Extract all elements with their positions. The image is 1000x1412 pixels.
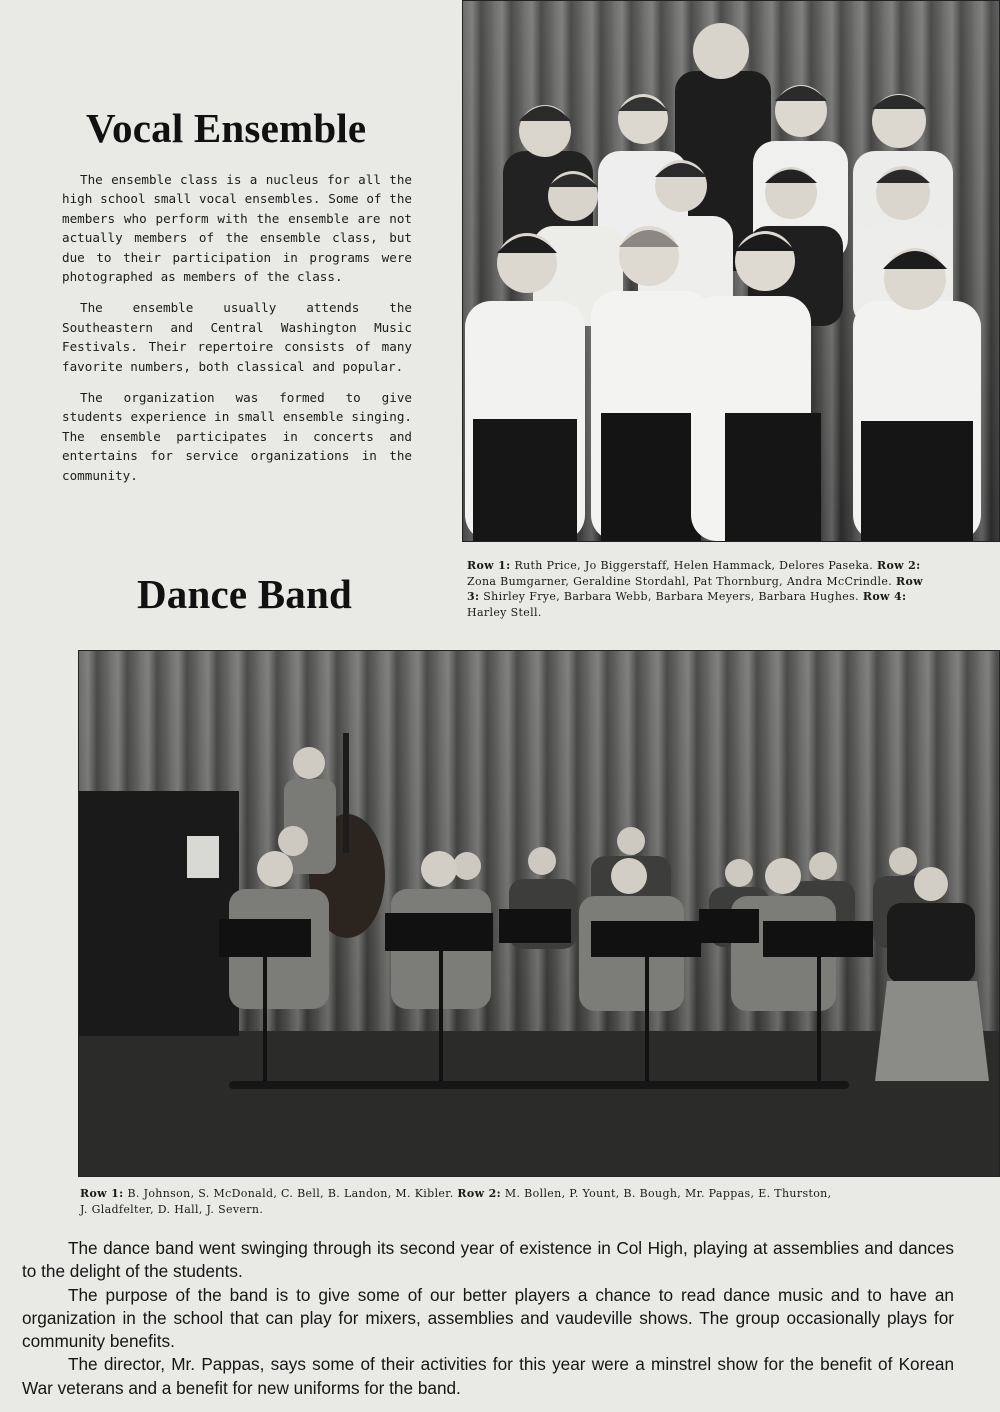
caption-row2-label: Row 2:	[877, 559, 921, 572]
dance-band-description	[22, 1237, 954, 1400]
ensemble-figures	[463, 1, 999, 541]
vocal-paragraph-3: The organization was formed to give students experience in small ensemble singing. The ensemble participates in concerts and entertains for service organizations in the community.	[62, 390, 412, 483]
vocal-paragraph-1: The ensemble class is a nucleus for all the high school small vocal ensembles. Some of the members who perform with the ensemble are not actually members of the ensemble class, but due to their participation in programs were photographed as members of the class.	[62, 172, 412, 285]
vocal-ensemble-description	[62, 170, 412, 497]
band-caption-row1-names: B. Johnson, S. McDonald, C. Bell, B. Landon, M. Kibler.	[127, 1187, 454, 1200]
band-paragraph-1: The dance band went swinging through its second year of existence in Col High, playing at assemblies and dances to the delight of the students.	[22, 1238, 954, 1282]
band-caption-row2-names: M. Bollen, P. Yount, B. Bough, Mr. Pappas, E. Thurston, J. Gladfelter, D. Hall, J. Severn.	[80, 1187, 832, 1216]
dance-band-caption	[80, 1186, 840, 1217]
band-caption-row2-label: Row 2:	[457, 1187, 501, 1200]
caption-row4-label: Row 4:	[862, 590, 907, 603]
caption-row4-names: Harley Stell.	[467, 605, 542, 619]
vocal-ensemble-caption	[467, 558, 937, 620]
caption-row1-names: Ruth Price, Jo Biggerstaff, Helen Hammack, Delores Paseka.	[514, 559, 874, 572]
vocal-ensemble-photo	[462, 0, 1000, 542]
caption-row3-names: Shirley Frye, Barbara Webb, Barbara Meyers, Barbara Hughes.	[483, 590, 859, 603]
band-caption-row1-label: Row 1:	[80, 1187, 124, 1200]
caption-row1-label: Row 1:	[467, 559, 511, 572]
band-figures	[79, 651, 999, 1176]
dance-band-photo	[78, 650, 1000, 1177]
band-paragraph-3: The director, Mr. Pappas, says some of their activities for this year were a minstrel show for the benefit of Korean War veterans and a benefit for new uniforms for the band.	[22, 1354, 954, 1398]
caption-row2-names: Zona Bumgarner, Geraldine Stordahl, Pat Thornburg, Andra McCrindle.	[467, 574, 893, 588]
vocal-paragraph-2: The ensemble usually attends the Southeastern and Central Washington Music Festivals. Their repertoire consists of many favorite numbers, both classical and popular.	[62, 300, 412, 374]
vocal-ensemble-title: Vocal Ensemble	[86, 105, 367, 151]
caption-row3-label: Row 3:	[467, 574, 923, 603]
dance-band-title: Dance Band	[137, 571, 353, 617]
band-paragraph-2: The purpose of the band is to give some of our better players a chance to read dance music and to have an organization in the school that can play for mixers, assemblies and vaudeville shows. The group occasionally plays for community benefits.	[22, 1284, 954, 1352]
